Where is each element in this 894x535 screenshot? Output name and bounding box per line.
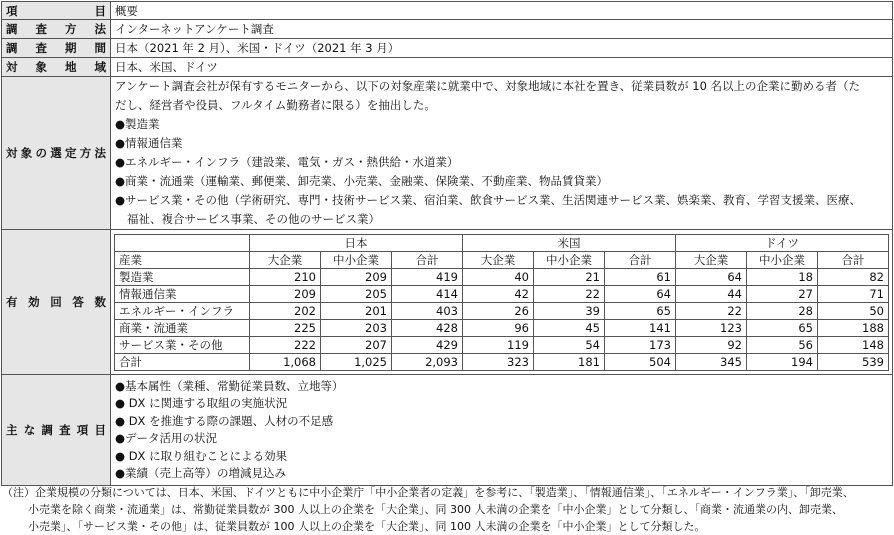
value-selection — [111, 77, 893, 230]
table-cell: 45 — [534, 319, 605, 336]
table-cell: 54 — [534, 336, 605, 353]
table-cell: 27 — [747, 285, 818, 302]
table-cell: 1,025 — [321, 353, 392, 370]
table-cell: 44 — [676, 285, 747, 302]
sub-header: 合計 — [392, 251, 463, 268]
row-region — [2, 58, 893, 77]
country-germany: ドイツ — [676, 234, 889, 251]
table-cell: 92 — [676, 336, 747, 353]
responses-sub-header — [115, 251, 889, 268]
selection-bullet: ●商業・流通業（運輸業、郵便業、卸売業、小売業、金融業、保険業、不動産業、物品賃貸業） — [115, 174, 609, 188]
table-cell: 188 — [818, 319, 889, 336]
label-selection: 対 象 の 選 定 方 法 — [2, 77, 111, 230]
table-cell: 50 — [818, 302, 889, 319]
table-cell: 141 — [605, 319, 676, 336]
table-cell: 119 — [463, 336, 534, 353]
survey-item: ● DX に関連する取組の実施状況 — [115, 396, 288, 410]
table-cell: 64 — [605, 285, 676, 302]
table-row — [115, 302, 889, 319]
footnote — [2, 484, 892, 535]
table-row — [115, 285, 889, 302]
table-cell: 345 — [676, 353, 747, 370]
value-method: インターネットアンケート調査 — [111, 20, 893, 39]
industry-name: エネルギー・インフラ — [115, 302, 250, 319]
selection-bullet: ●エネルギー・インフラ（建設業、電気・ガス・熱供給・水道業） — [115, 155, 459, 169]
industry-name: 製造業 — [115, 268, 250, 285]
table-cell: 323 — [463, 353, 534, 370]
survey-item: ● DX に取り組むことによる効果 — [115, 448, 288, 463]
label-item: 項 目 — [2, 2, 111, 20]
table-row — [115, 268, 889, 285]
value-period: 日本（2021 年 2 月）、米国・ドイツ（2021 年 3 月） — [111, 39, 893, 58]
industry-name: 情報通信業 — [115, 285, 250, 302]
value-responses — [111, 230, 893, 375]
sub-header: 大企業 — [250, 251, 321, 268]
table-cell: 194 — [747, 353, 818, 370]
row-method — [2, 20, 893, 39]
industry-header: 産業 — [115, 251, 250, 268]
table-cell: 222 — [250, 336, 321, 353]
table-cell: 65 — [605, 302, 676, 319]
row-selection — [2, 77, 893, 230]
row-period — [2, 39, 893, 58]
sub-header: 中小企業 — [747, 251, 818, 268]
table-cell: 210 — [250, 268, 321, 285]
table-cell: 205 — [321, 285, 392, 302]
sub-header: 合計 — [818, 251, 889, 268]
table-cell: 202 — [250, 302, 321, 319]
table-row — [115, 319, 889, 336]
sub-header: 中小企業 — [534, 251, 605, 268]
table-cell: 414 — [392, 285, 463, 302]
table-cell: 2,093 — [392, 353, 463, 370]
selection-intro-line-1: アンケート調査会社が保有するモニターから、以下の対象産業に就業中で、対象地域に本社を置き、従業員数が 10 名以上の企業に勤める者（た — [115, 79, 861, 93]
table-cell: 61 — [605, 268, 676, 285]
table-cell: 56 — [747, 336, 818, 353]
table-cell: 203 — [321, 319, 392, 336]
table-cell: 18 — [747, 268, 818, 285]
table-cell: 39 — [534, 302, 605, 319]
responses-country-header — [115, 234, 889, 251]
survey-item: ●データ活用の状況 — [115, 431, 218, 445]
label-period: 調 査 期 間 — [2, 39, 111, 58]
selection-bullet: ●製造業 — [115, 117, 160, 131]
row-responses — [2, 230, 893, 375]
table-cell: 21 — [534, 268, 605, 285]
table-cell: 148 — [818, 336, 889, 353]
label-items: 主 な 調 査 項 目 — [2, 375, 111, 486]
row-item — [2, 2, 893, 20]
table-cell: 28 — [747, 302, 818, 319]
industry-name: 合計 — [115, 353, 250, 370]
table-cell: 209 — [321, 268, 392, 285]
table-cell: 209 — [250, 285, 321, 302]
table-cell: 207 — [321, 336, 392, 353]
table-cell: 123 — [676, 319, 747, 336]
label-region: 対 象 地 域 — [2, 58, 111, 77]
selection-intro-line-2: だし、経営者や役員、フルタイム勤務者に限る）を抽出した。 — [115, 98, 436, 112]
responses-body — [115, 268, 889, 370]
table-cell: 64 — [676, 268, 747, 285]
table-cell: 42 — [463, 285, 534, 302]
value-item: 概要 — [111, 2, 893, 20]
table-cell: 65 — [747, 319, 818, 336]
survey-item: ●基本属性（業種、常勤従業員数、立地等） — [115, 378, 344, 393]
table-cell: 22 — [534, 285, 605, 302]
value-items — [111, 375, 893, 486]
selection-bullet-continued: 福祉、複合サービス事業、その他のサービス業） — [127, 212, 380, 226]
sub-header: 中小企業 — [321, 251, 392, 268]
footnote-line-2: 小売業を除く商業・流通業」は、常勤従業員数が 300 人以上の企業を「大企業」、同 300 人未満の企業を「中小企業」として分類し、「商業・流通業の内、卸売業、 — [28, 503, 843, 516]
industry-name: 商業・流通業 — [115, 319, 250, 336]
table-cell: 1,068 — [250, 353, 321, 370]
survey-item: ● DX を推進する際の課題、人材の不足感 — [115, 413, 334, 428]
selection-bullet: ●サービス業・その他（学術研究、専門・技術サービス業、宿泊業、飲食サービス業、生活関連サービス業、娯楽業、教育、学習支援業、医療、 — [115, 193, 862, 207]
table-cell: 181 — [534, 353, 605, 370]
table-cell: 22 — [676, 302, 747, 319]
table-cell: 419 — [392, 268, 463, 285]
table-cell: 82 — [818, 268, 889, 285]
sub-header: 大企業 — [463, 251, 534, 268]
sub-header: 合計 — [605, 251, 676, 268]
selection-bullet: ●情報通信業 — [115, 136, 183, 150]
country-japan: 日本 — [250, 234, 463, 251]
table-cell: 504 — [605, 353, 676, 370]
table-cell: 40 — [463, 268, 534, 285]
responses-table — [114, 234, 889, 371]
table-cell: 201 — [321, 302, 392, 319]
survey-item: ●業績（売上高等）の増減見込み — [115, 466, 287, 480]
survey-overview-table — [1, 1, 893, 486]
table-row — [115, 353, 889, 370]
table-cell: 225 — [250, 319, 321, 336]
table-cell: 403 — [392, 302, 463, 319]
value-region: 日本、米国、ドイツ — [111, 58, 893, 77]
table-cell: 428 — [392, 319, 463, 336]
footnote-line-3: 小売業」、「サービス業・その他」は、従業員数が 100 人以上の企業を「大企業」、同 100 人未満の企業を「中小企業」として分類した。 — [28, 520, 706, 533]
label-responses: 有 効 回 答 数 — [2, 230, 111, 375]
table-cell: 96 — [463, 319, 534, 336]
country-us: 米国 — [463, 234, 676, 251]
label-method: 調 査 方 法 — [2, 20, 111, 39]
row-items — [2, 375, 893, 486]
table-cell: 71 — [818, 285, 889, 302]
table-cell: 539 — [818, 353, 889, 370]
footnote-line-1: （注）企業規模の分類については、日本、米国、ドイツともに中小企業庁「中小企業者の定義」を参考に、「製造業」、「情報通信業」、「エネルギー・インフラ業」、「卸売業、 — [2, 486, 854, 499]
sub-header: 大企業 — [676, 251, 747, 268]
table-cell: 26 — [463, 302, 534, 319]
table-row — [115, 336, 889, 353]
industry-name: サービス業・その他 — [115, 336, 250, 353]
table-cell: 429 — [392, 336, 463, 353]
table-cell: 173 — [605, 336, 676, 353]
